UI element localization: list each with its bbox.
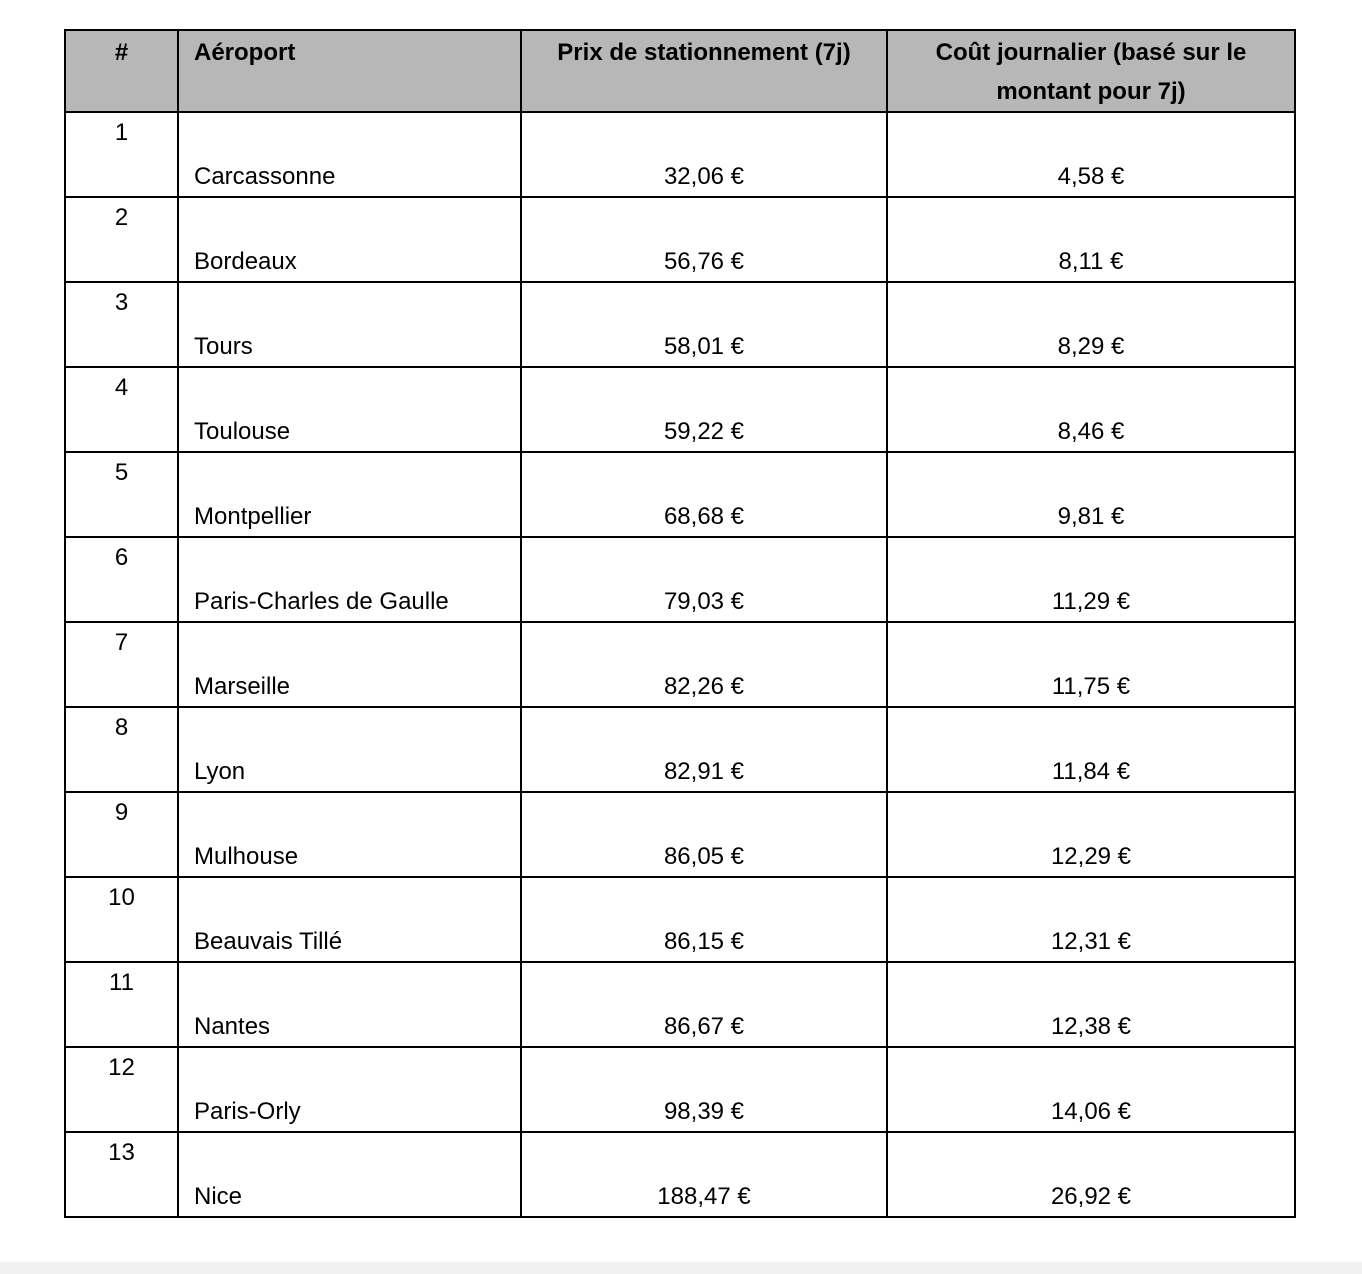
airport-name: Mulhouse	[178, 792, 521, 877]
table-header	[65, 30, 1295, 112]
daily-cost: 8,46 €	[887, 367, 1295, 452]
row-number: 2	[65, 197, 178, 282]
row-number: 11	[65, 962, 178, 1047]
airport-name: Carcassonne	[178, 112, 521, 197]
daily-cost: 14,06 €	[887, 1047, 1295, 1132]
parking-price-table	[64, 29, 1296, 1218]
airport-name: Nice	[178, 1132, 521, 1217]
table-row	[65, 452, 1295, 537]
row-number: 12	[65, 1047, 178, 1132]
table-row	[65, 962, 1295, 1047]
airport-name: Marseille	[178, 622, 521, 707]
table-row	[65, 792, 1295, 877]
row-number: 10	[65, 877, 178, 962]
airport-name: Toulouse	[178, 367, 521, 452]
daily-cost: 12,31 €	[887, 877, 1295, 962]
row-number: 3	[65, 282, 178, 367]
table-row	[65, 622, 1295, 707]
header-row	[65, 30, 1295, 112]
row-number: 13	[65, 1132, 178, 1217]
header-price: Prix de stationnement (7j)	[521, 30, 887, 112]
header-daily-cost: Coût journalier (basé sur le montant pour 7j)	[887, 30, 1295, 112]
airport-name: Montpellier	[178, 452, 521, 537]
parking-price-7d: 86,67 €	[521, 962, 887, 1047]
airport-name: Beauvais Tillé	[178, 877, 521, 962]
table-row	[65, 537, 1295, 622]
parking-price-7d: 32,06 €	[521, 112, 887, 197]
table-row	[65, 1047, 1295, 1132]
table-row	[65, 1132, 1295, 1217]
table-row	[65, 877, 1295, 962]
parking-price-7d: 188,47 €	[521, 1132, 887, 1217]
header-airport: Aéroport	[178, 30, 521, 112]
row-number: 6	[65, 537, 178, 622]
parking-price-7d: 58,01 €	[521, 282, 887, 367]
table-row	[65, 367, 1295, 452]
table-row	[65, 282, 1295, 367]
row-number: 5	[65, 452, 178, 537]
daily-cost: 9,81 €	[887, 452, 1295, 537]
daily-cost: 4,58 €	[887, 112, 1295, 197]
parking-price-7d: 59,22 €	[521, 367, 887, 452]
daily-cost: 11,84 €	[887, 707, 1295, 792]
table-row	[65, 707, 1295, 792]
airport-name: Paris-Charles de Gaulle	[178, 537, 521, 622]
daily-cost: 8,11 €	[887, 197, 1295, 282]
daily-cost: 12,38 €	[887, 962, 1295, 1047]
row-number: 8	[65, 707, 178, 792]
daily-cost: 12,29 €	[887, 792, 1295, 877]
header-num: #	[65, 30, 178, 112]
airport-name: Nantes	[178, 962, 521, 1047]
parking-price-7d: 86,15 €	[521, 877, 887, 962]
airport-name: Tours	[178, 282, 521, 367]
table-body	[65, 112, 1295, 1217]
row-number: 7	[65, 622, 178, 707]
daily-cost: 11,29 €	[887, 537, 1295, 622]
airport-name: Lyon	[178, 707, 521, 792]
daily-cost: 26,92 €	[887, 1132, 1295, 1217]
airport-name: Paris-Orly	[178, 1047, 521, 1132]
parking-price-7d: 56,76 €	[521, 197, 887, 282]
daily-cost: 11,75 €	[887, 622, 1295, 707]
table-row	[65, 197, 1295, 282]
page-bottom-strip	[0, 1262, 1362, 1274]
airport-name: Bordeaux	[178, 197, 521, 282]
table-row	[65, 112, 1295, 197]
parking-price-7d: 82,26 €	[521, 622, 887, 707]
row-number: 4	[65, 367, 178, 452]
parking-price-7d: 68,68 €	[521, 452, 887, 537]
parking-price-7d: 79,03 €	[521, 537, 887, 622]
parking-price-7d: 82,91 €	[521, 707, 887, 792]
parking-price-7d: 98,39 €	[521, 1047, 887, 1132]
daily-cost: 8,29 €	[887, 282, 1295, 367]
row-number: 1	[65, 112, 178, 197]
row-number: 9	[65, 792, 178, 877]
parking-price-7d: 86,05 €	[521, 792, 887, 877]
